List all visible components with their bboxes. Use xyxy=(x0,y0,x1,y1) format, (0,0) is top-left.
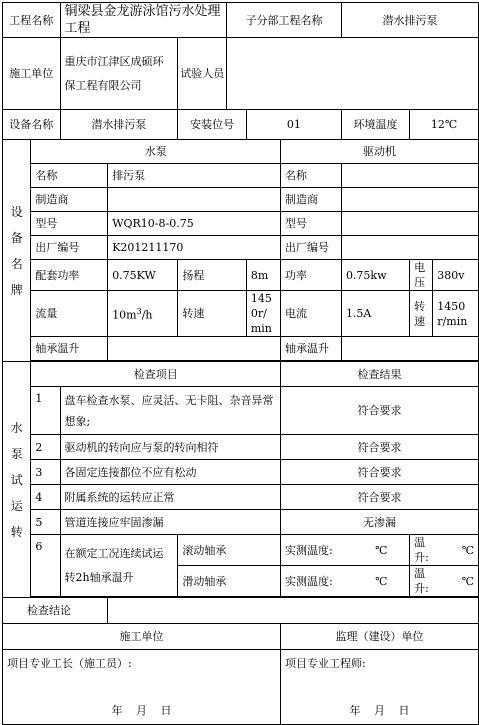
pump-flow-number: 10m xyxy=(112,308,137,322)
pump-power-value: 0.75KW xyxy=(108,260,178,291)
drive-voltage-value: 380v xyxy=(433,260,479,291)
item-1-result: 符合要求 xyxy=(281,387,479,435)
drive-header: 驱动机 xyxy=(281,140,479,164)
trial-section-label xyxy=(3,362,31,598)
item-6-text: 在额定工况连续试运转2h轴承温升 xyxy=(60,535,178,597)
pump-trial-record-table xyxy=(2,2,479,725)
pump-maker-value xyxy=(108,188,281,212)
drive-speed-label: 转速 xyxy=(410,291,433,337)
sliding-measured-unit: ℃ xyxy=(371,566,409,597)
check-items-header: 检查项目 xyxy=(31,362,281,387)
pump-flow-label: 流量 xyxy=(31,291,108,337)
item-1-text: 盘车检查水泵、应灵活、无卡阻、杂音异常想象; xyxy=(60,387,280,435)
item-3-result: 符合要求 xyxy=(281,460,479,485)
drive-serial-value xyxy=(341,236,478,260)
pump-flow-value xyxy=(108,291,178,337)
pump-maker-label: 制造商 xyxy=(31,188,108,212)
rolling-rise-unit: ℃ xyxy=(433,535,479,566)
item-2-text: 驱动机的转向应与泵的转向相符 xyxy=(60,435,280,460)
construction-unit-header: 施工单位 xyxy=(3,624,281,650)
construction-unit-label: 施工单位 xyxy=(3,38,61,110)
sliding-measured-label: 实测温度: xyxy=(281,566,372,597)
item-2-no: 2 xyxy=(31,435,60,460)
item-6-no: 6 xyxy=(31,535,60,597)
pump-head-label: 扬程 xyxy=(178,260,247,291)
pump-bearing-value xyxy=(108,337,281,361)
item-3-text: 各固定连接都位不应有松动 xyxy=(60,460,280,485)
drive-maker-label: 制造商 xyxy=(281,188,342,212)
drive-model-label: 型号 xyxy=(281,212,342,236)
equipment-name-label: 设备名称 xyxy=(3,110,61,140)
drive-speed-value: 1450r/min xyxy=(433,291,479,337)
drive-name-value xyxy=(341,164,478,188)
pump-name-value: 排污泵 xyxy=(108,164,281,188)
construction-signature-label: 项目专业工长（施工员）: xyxy=(7,657,132,670)
tester-value xyxy=(227,38,479,110)
install-position-label: 安装位号 xyxy=(178,110,247,140)
item-2-result: 符合要求 xyxy=(281,435,479,460)
item-4-no: 4 xyxy=(31,485,60,510)
item-5-no: 5 xyxy=(31,510,60,535)
drive-maker-value xyxy=(341,188,478,212)
check-result-header: 检查结果 xyxy=(281,362,479,387)
nameplate-vertical-text: 设 备 名 牌 xyxy=(10,204,23,297)
drive-bearing-value xyxy=(341,337,478,361)
drive-current-label: 电流 xyxy=(281,291,342,337)
supervision-signature-cell xyxy=(281,650,479,725)
item-1-no: 1 xyxy=(31,387,60,435)
pump-serial-label: 出厂编号 xyxy=(31,236,108,260)
conclusion-label-text: 检查结论 xyxy=(27,604,71,617)
pump-name-label: 名称 xyxy=(31,164,108,188)
pump-model-value: WQR10-8-0.75 xyxy=(108,212,281,236)
conclusion-label xyxy=(3,598,108,624)
pump-serial-value: K201211170 xyxy=(108,236,281,260)
pump-head-value: 8m xyxy=(246,260,280,291)
project-name-value: 铜梁县金龙游泳馆污水处理工程 xyxy=(60,3,227,38)
item-4-text: 附属系统的运转应正常 xyxy=(60,485,280,510)
drive-power-label: 功率 xyxy=(281,260,342,291)
drive-serial-label: 出厂编号 xyxy=(281,236,342,260)
tester-label: 试验人员 xyxy=(178,38,227,110)
install-position-value: 01 xyxy=(246,110,341,140)
pump-speed-label: 转速 xyxy=(178,291,247,337)
sliding-bearing-label: 滑动轴承 xyxy=(178,566,281,597)
item-5-text: 管道连接应牢固渗漏 xyxy=(60,510,280,535)
sub-project-value: 潜水排污泵 xyxy=(341,3,478,38)
pump-header: 水泵 xyxy=(31,140,281,164)
pump-power-label: 配套功率 xyxy=(31,260,108,291)
drive-voltage-label: 电压 xyxy=(410,260,433,291)
rolling-measured-label: 实测温度: xyxy=(281,535,372,566)
drive-bearing-label: 轴承温升 xyxy=(281,337,342,361)
sub-project-label: 子分部工程名称 xyxy=(227,3,342,38)
supervision-sign-date: 年 月 日 xyxy=(349,704,410,717)
ambient-temp-value: 12℃ xyxy=(410,110,479,140)
construction-sign-date: 年 月 日 xyxy=(111,704,172,717)
conclusion-value xyxy=(108,598,479,624)
rolling-bearing-label: 滚动轴承 xyxy=(178,535,281,566)
drive-model-value xyxy=(341,212,478,236)
drive-current-value: 1.5A xyxy=(341,291,409,337)
sliding-rise-label: 温升: xyxy=(410,566,433,597)
pump-speed-value: 1450r/min xyxy=(246,291,280,337)
pump-flow-unit: /h xyxy=(141,308,153,322)
equipment-name-value: 潜水排污泵 xyxy=(60,110,178,140)
pump-model-label: 型号 xyxy=(31,212,108,236)
construction-signature-cell xyxy=(3,650,281,725)
drive-power-value: 0.75kw xyxy=(341,260,409,291)
project-name-label: 工程名称 xyxy=(3,3,61,38)
construction-unit-value: 重庆市江津区成硕环保工程有限公司 xyxy=(60,38,178,110)
sliding-rise-unit: ℃ xyxy=(433,566,479,597)
trial-vertical-text: 水 泵 试 运 转 xyxy=(10,420,23,539)
drive-name-label: 名称 xyxy=(281,164,342,188)
supervision-signature-label: 项目专业工程师: xyxy=(285,657,366,670)
pump-bearing-label: 轴承温升 xyxy=(31,337,108,361)
rolling-measured-unit: ℃ xyxy=(371,535,409,566)
item-3-no: 3 xyxy=(31,460,60,485)
rolling-rise-label: 温升: xyxy=(410,535,433,566)
pump-flow-exponent: 3 xyxy=(136,307,142,317)
item-4-result: 符合要求 xyxy=(281,485,479,510)
supervision-unit-header: 监理（建设）单位 xyxy=(281,624,479,650)
ambient-temp-label: 环境温度 xyxy=(341,110,409,140)
item-5-result: 无渗漏 xyxy=(281,510,479,535)
nameplate-section-label xyxy=(3,140,31,362)
